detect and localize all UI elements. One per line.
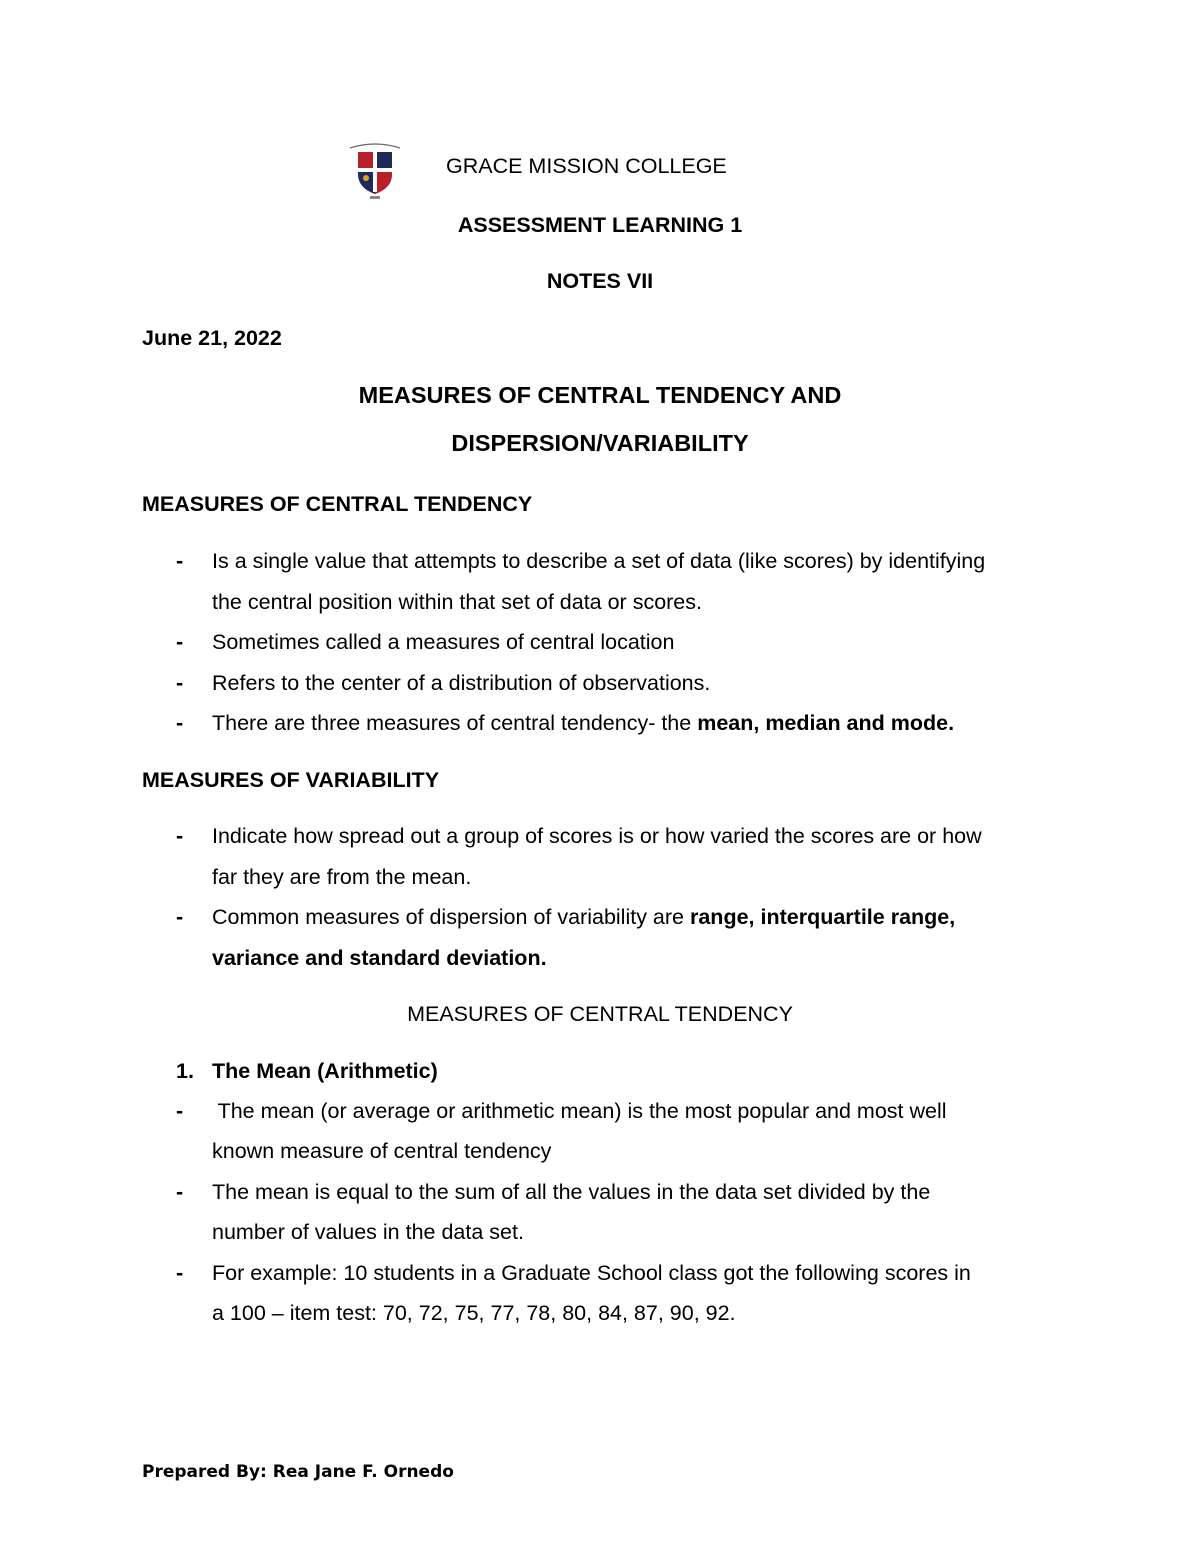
course-title: ASSESSMENT LEARNING 1 xyxy=(457,213,743,237)
bullet-text: The mean (or average or arithmetic mean) is the most popular and most well xyxy=(212,1099,947,1123)
bullet-text: Is a single value that attempts to describe a set of data (like scores) by identifying xyxy=(212,549,986,573)
bullet-text-continued: number of values in the data set. xyxy=(212,1220,524,1244)
footer-prepared-by: Prepared By: Rea Jane F. Ornedo xyxy=(142,1462,454,1482)
main-title-line1: MEASURES OF CENTRAL TENDENCY AND xyxy=(358,382,842,408)
list-number: 1. xyxy=(176,1059,194,1083)
bullet-text-continued: variance and standard deviation. xyxy=(212,946,547,970)
bullet-text: Refers to the center of a distribution of observations. xyxy=(212,671,711,695)
bullet-dash: - xyxy=(176,630,184,654)
bullet-text: The mean is equal to the sum of all the values in the data set divided by the xyxy=(212,1180,931,1204)
main-title-line2: DISPERSION/VARIABILITY xyxy=(451,430,749,456)
bullet-text: Indicate how spread out a group of scores is or how varied the scores are or how xyxy=(212,824,982,848)
bullet-text-bold: mean, median and mode. xyxy=(697,711,955,735)
bullet-dash: - xyxy=(176,824,184,848)
bullet-text: For example: 10 students in a Graduate School class got the following scores in xyxy=(212,1261,971,1285)
bullet-text-continued: the central position within that set of data or scores. xyxy=(212,590,702,614)
section-heading-variability: MEASURES OF VARIABILITY xyxy=(142,768,440,792)
college-logo xyxy=(344,140,406,200)
bullet-dash: - xyxy=(176,905,184,929)
bullet-text-plain: There are three measures of central tendency- the xyxy=(212,711,698,735)
bullet-dash: - xyxy=(176,1180,184,1204)
bullet-text-bold: range, interquartile range, xyxy=(689,905,956,929)
date: June 21, 2022 xyxy=(142,326,282,350)
college-name: GRACE MISSION COLLEGE xyxy=(446,154,727,178)
bullet-dash: - xyxy=(176,1261,184,1285)
bullet-text-continued: a 100 – item test: 70, 72, 75, 77, 78, 80, 84, 87, 90, 92. xyxy=(212,1301,736,1325)
bullet-text xyxy=(212,710,1057,736)
bullet-dash: - xyxy=(176,711,184,735)
bullet-text-continued: far they are from the mean. xyxy=(212,865,472,889)
bullet-dash: - xyxy=(176,1099,184,1123)
section-heading-central-tendency-2: MEASURES OF CENTRAL TENDENCY xyxy=(407,1002,793,1026)
notes-label: NOTES VII xyxy=(546,269,654,293)
section-heading-central-tendency: MEASURES OF CENTRAL TENDENCY xyxy=(142,492,533,516)
bullet-text-plain: Common measures of dispersion of variability are xyxy=(212,905,690,929)
bullet-text-continued: known measure of central tendency xyxy=(212,1139,552,1163)
bullet-text: Sometimes called a measures of central location xyxy=(212,630,675,654)
bullet-text xyxy=(212,904,1057,930)
list-item-title: The Mean (Arithmetic) xyxy=(212,1059,438,1083)
bullet-dash: - xyxy=(176,549,184,573)
bullet-dash: - xyxy=(176,671,184,695)
